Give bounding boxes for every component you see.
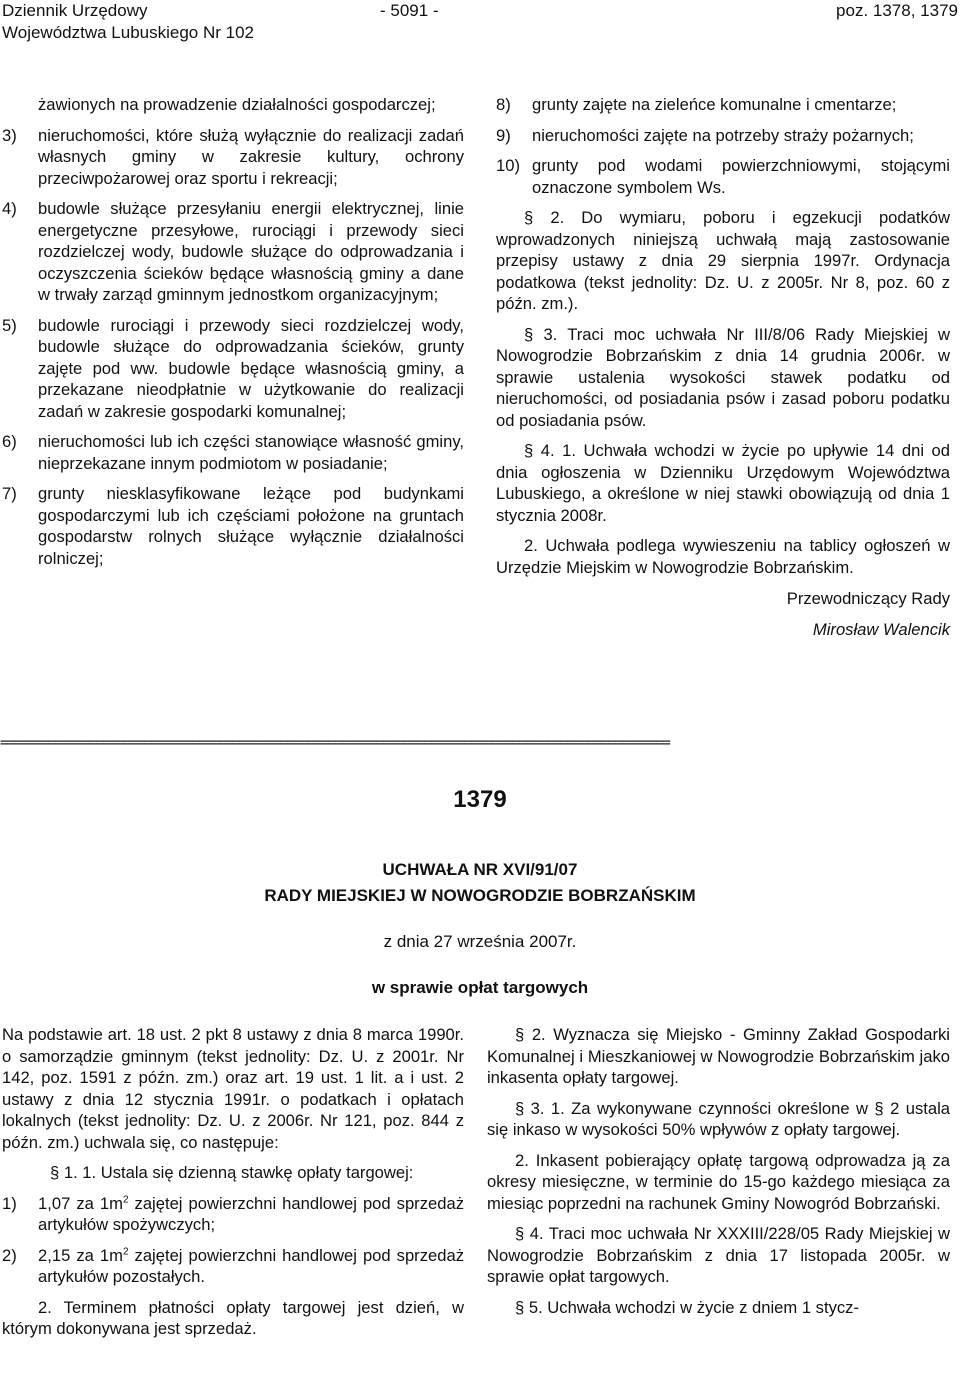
paragraph-4: § 4. Traci moc uchwała Nr XXXIII/228/05 Rady Miejskiej w Nowogrodzie Bobrzańskim z dnia 17 listopada 2005r. w sprawie opłat targowych. — [487, 1224, 950, 1286]
paragraph-1-2: 2. Terminem płatności opłaty targowej jest dzień, w którym dokonywana jest sprzedaż. — [2, 1297, 464, 1338]
positions-label: poz. 1378, 1379 — [836, 1, 958, 20]
signature-title: Przewodniczący Rady — [786, 589, 950, 608]
page-header — [0, 0, 960, 46]
list-item: 7) grunty niesklasyfikowane leżące pod budynkami gospodarczymi lub ich częściami położone na gruntach gospodarstw rolnych służące wyłącznie działalności rolniczej; — [2, 484, 464, 568]
paragraph-2: § 2. Wyznacza się Miejsko - Gminny Zakład Gospodarki Komunalnej i Mieszkaniowej w Nowogrodzie Bobrzańskim jako inkasenta opłaty targowej. — [487, 1025, 950, 1087]
upper-left-column — [2, 94, 464, 578]
list-item: 8) grunty zajęte na zieleńce komunalne i cmentarze; — [496, 95, 897, 114]
act-date: z dnia 27 września 2007r. — [383, 932, 577, 951]
upper-right-column — [496, 94, 950, 649]
paragraph-4-2: 2. Uchwała podlega wywieszeniu na tablicy ogłoszeń w Urzędzie Miejskim w Nowogrodzie Bobrzańskim. — [496, 536, 950, 577]
list-item: 10) grunty pod wodami powierzchniowymi, stojącymi oznaczone symbolem Ws. — [496, 156, 950, 197]
paragraph-1-1: § 1. 1. Ustala się dzienną stawkę opłaty targowej: — [50, 1163, 414, 1182]
lower-left-column — [2, 1024, 464, 1349]
list-item: 1) 1,07 za $1m^2$ zajętej powierzchni handlowej pod sprzedaż artykułów spożywczych; — [2, 1193, 464, 1234]
list-item: 6) nieruchomości lub ich części stanowiące własność gminy, nieprzekazane innym podmiotom w posiadanie; — [2, 432, 464, 473]
act-issuer: RADY MIEJSKIEJ W NOWOGRODZIE BOBRZAŃSKIM — [264, 886, 696, 905]
list-item: 3) nieruchomości, które służą wyłącznie do realizacji zadań własnych gminy w zakresie kultury, ochrony przeciwpożarowej oraz sportu i rekreacji; — [2, 125, 464, 188]
page-number: - 5091 - — [380, 1, 439, 20]
paragraph-2: § 2. Do wymiaru, poboru i egzekucji podatków wprowadzonych niniejszą uchwałą mają zastosowanie przepisy ustawy z dnia 29 sierpnia 1997r. Ordynacja podatkowa (tekst jednolity: Dz. U. z 2005r. Nr 8, poz. 60 z późn. zm.). — [496, 208, 950, 313]
lower-right-column — [487, 1024, 950, 1327]
paragraph-5: § 5. Uchwała wchodzi w życie z dniem 1 stycz- — [515, 1297, 859, 1317]
continued-text: żawionych na prowadzenie działalności gospodarczej; — [38, 95, 436, 114]
list-item: 2) 2,15 za $1m^2$ zajętej powierzchni handlowej pod sprzedaż artykułów pozostałych. — [2, 1245, 464, 1286]
act-number: 1379 — [453, 786, 507, 813]
province-title: Województwa Lubuskiego Nr 102 — [2, 23, 254, 42]
paragraph-3-2: 2. Inkasent pobierający opłatę targową odprowadza ją za okresy miesięczne, w terminie do 15-go każdego miesiąca za miesiąc poprzedni na rachunek Gminy Nowogród Bobrzański. — [487, 1150, 950, 1213]
preamble: Na podstawie art. 18 ust. 2 pkt 8 ustawy z dnia 8 marca 1990r. o samorządzie gminnym (tekst jednolity: Dz. U. z 2001r. Nr 142, poz. 1591 z późn. zm.) oraz art. 19 ust. 1 lit. a i ust. 2 ustawy z dnia 12 stycznia 1991r. o podatkach i opłatach lokalnych (tekst jednolity: Dz. U. z 2006r. Nr 121, poz. 844 z późn. zm.) uchwala się, co następuje: — [2, 1025, 464, 1152]
act-title: UCHWAŁA NR XVI/91/07 — [382, 860, 578, 879]
journal-title: Dziennik Urzędowy — [2, 1, 148, 20]
section-separator: ================================================================================================== — [0, 735, 670, 751]
list-item: 4) budowle służące przesyłaniu energii elektrycznej, linie energetyczne przesyłowe, rurociągi i przewody sieci rozdzielczej wody, budowle służące do odprowadzania i oczyszczenia ścieków będące własnością gminy a dane w trwały zarząd gminnym jednostkom organizacyjnym; — [2, 199, 464, 304]
signature-name: Mirosław Walencik — [812, 619, 950, 639]
paragraph-3-1: § 3. 1. Za wykonywane czynności określone w § 2 ustala się inkaso w wysokości 50% wpływów z opłaty targowej. — [487, 1098, 950, 1139]
act-subject: w sprawie opłat targowych — [371, 978, 589, 997]
paragraph-3: § 3. Traci moc uchwała Nr III/8/06 Rady Miejskiej w Nowogrodzie Bobrzańskim z dnia 14 grudnia 2006r. w sprawie ustalenia wysokości stawek podatku od nieruchomości, od posiadania psów i zasad poboru podatku od posiadania psów. — [496, 324, 950, 430]
list-item: 9) nieruchomości zajęte na potrzeby straży pożarnych; — [496, 125, 914, 145]
list-item: 5) budowle rurociągi i przewody sieci rozdzielczej wody, budowle służące do odprowadzania ścieków, grunty zajęte pod ww. budowle będące własnością gminy, a przekazane nieodpłatnie w użytkowanie do realizacji zadań w zakresie gospodarki komunalnej; — [2, 315, 464, 421]
paragraph-4-1: § 4. 1. Uchwała wchodzi w życie po upływie 14 dni od dnia ogłoszenia w Dzienniku Urzędowym Województwa Lubuskiego, a określone w niej stawki obowiązują od dnia 1 stycznia 2008r. — [496, 441, 950, 525]
